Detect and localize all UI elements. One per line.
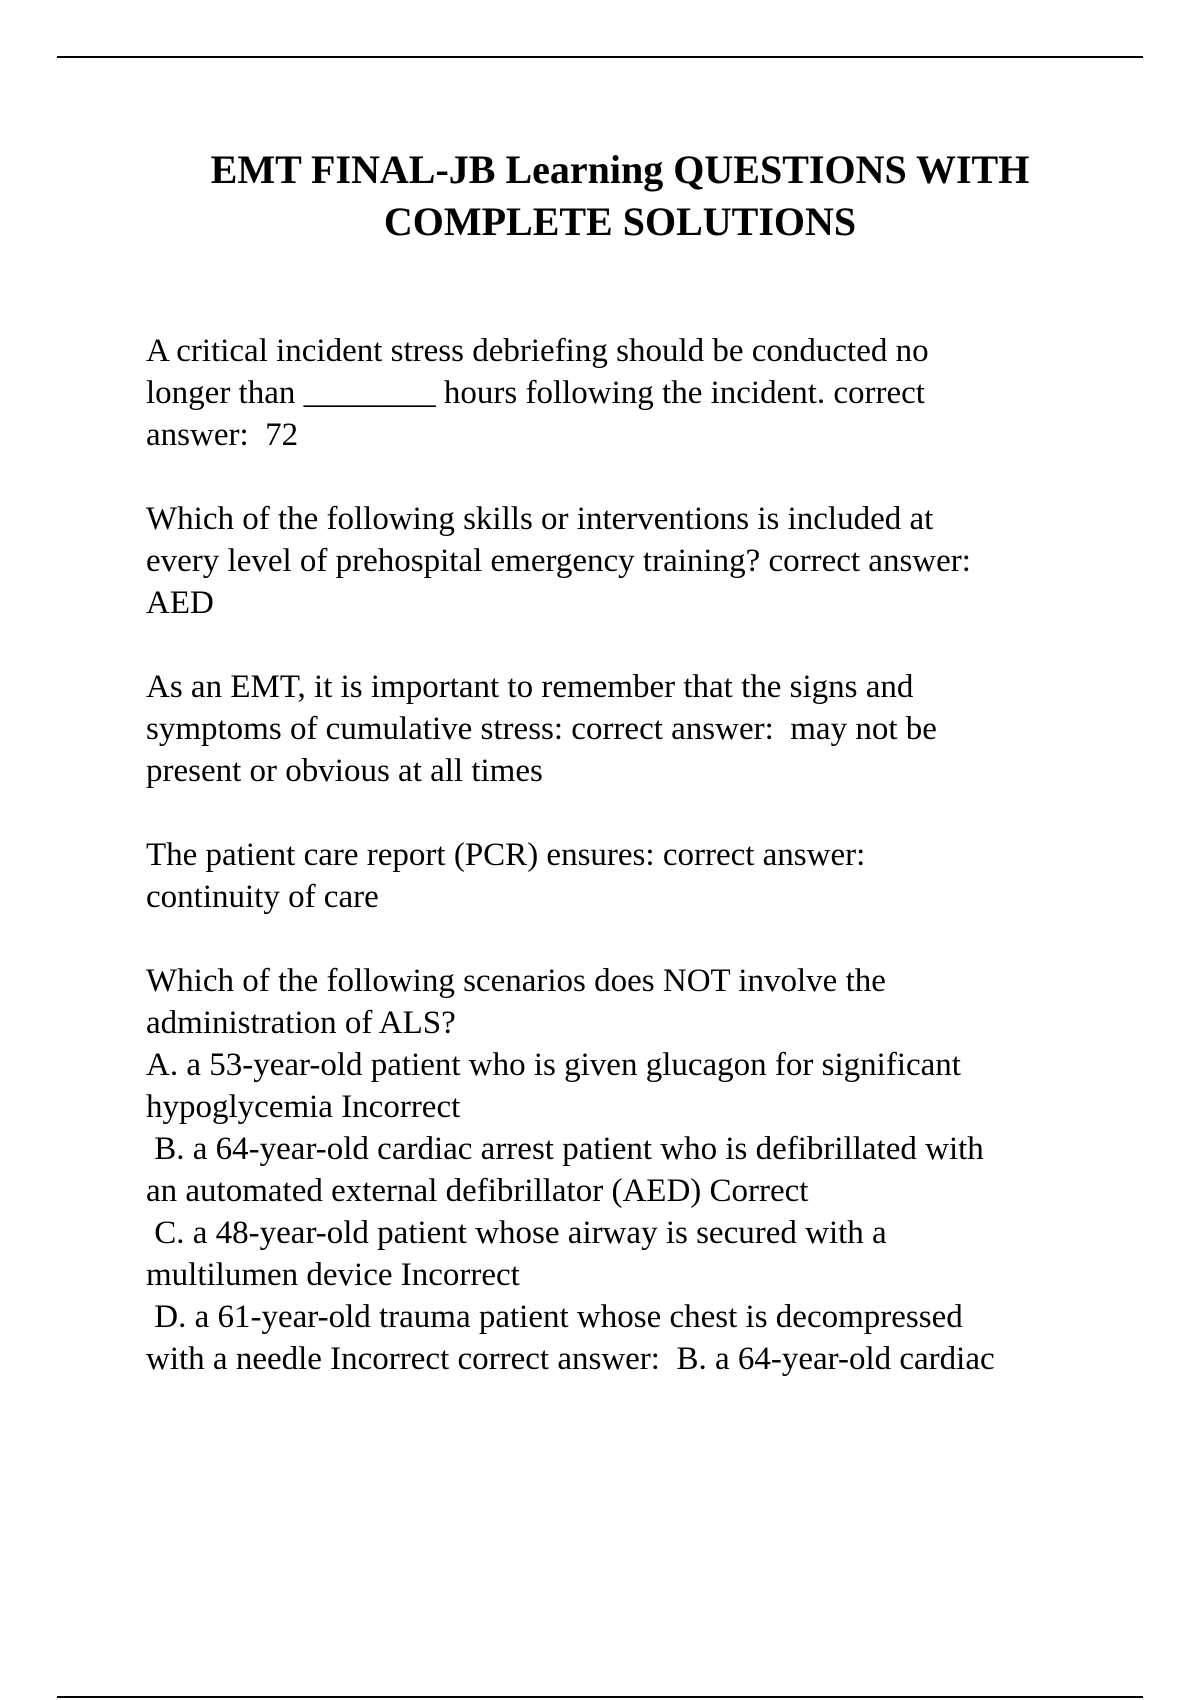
text-line: longer than ________ hours following the incident. correct bbox=[146, 375, 925, 411]
question-item-1 bbox=[146, 330, 1146, 456]
top-divider bbox=[57, 56, 1143, 58]
question-list bbox=[146, 330, 1146, 1422]
text-line: present or obvious at all times bbox=[146, 753, 543, 789]
text-line: A. a 53-year-old patient who is given glucagon for significant bbox=[146, 1047, 961, 1083]
text-line: AED bbox=[146, 585, 214, 621]
question-item-4 bbox=[146, 834, 1146, 918]
text-line: Which of the following scenarios does NOT involve the bbox=[146, 963, 886, 999]
text-line: B. a 64-year-old cardiac arrest patient who is defibrillated with bbox=[146, 1131, 984, 1167]
text-line: Which of the following skills or interventions is included at bbox=[146, 501, 934, 537]
text-line: every level of prehospital emergency training? correct answer: bbox=[146, 543, 971, 579]
text-line: As an EMT, it is important to remember that the signs and bbox=[146, 669, 914, 705]
text-line: answer: 72 bbox=[146, 417, 299, 453]
text-line: an automated external defibrillator (AED) Correct bbox=[146, 1173, 809, 1209]
question-item-2 bbox=[146, 498, 1146, 624]
text-line: symptoms of cumulative stress: correct answer: may not be bbox=[146, 711, 937, 747]
text-line: with a needle Incorrect correct answer: B. a 64-year-old cardiac bbox=[146, 1341, 995, 1377]
text-line: A critical incident stress debriefing should be conducted no bbox=[146, 333, 929, 369]
text-line: administration of ALS? bbox=[146, 1005, 456, 1041]
text-line: The patient care report (PCR) ensures: correct answer: bbox=[146, 837, 866, 873]
page-title bbox=[100, 144, 1140, 248]
question-item-3 bbox=[146, 666, 1146, 792]
bottom-divider bbox=[57, 1696, 1143, 1698]
question-item-5 bbox=[146, 960, 1146, 1380]
text-line: continuity of care bbox=[146, 879, 379, 915]
title-line-1: EMT FINAL-JB Learning QUESTIONS WITH bbox=[210, 147, 1030, 192]
text-line: C. a 48-year-old patient whose airway is secured with a bbox=[146, 1215, 887, 1251]
title-line-2: COMPLETE SOLUTIONS bbox=[383, 199, 857, 244]
text-line: hypoglycemia Incorrect bbox=[146, 1089, 461, 1125]
text-line: D. a 61-year-old trauma patient whose chest is decompressed bbox=[146, 1299, 963, 1335]
text-line: multilumen device Incorrect bbox=[146, 1257, 520, 1293]
